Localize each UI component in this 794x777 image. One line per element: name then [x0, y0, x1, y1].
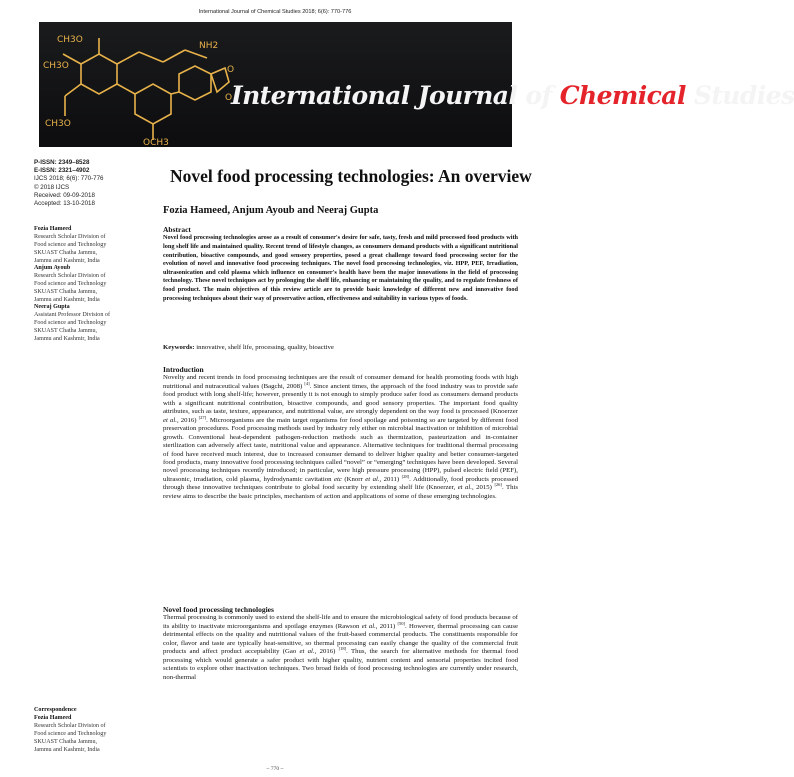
molecule-label: CH3O: [43, 61, 69, 71]
journal-title: International Journal of Chemical Studies: [231, 81, 794, 110]
introduction-heading: Introduction: [163, 365, 204, 374]
keywords: Keywords: innovative, shelf life, processing, quality, bioactive: [163, 344, 334, 351]
molecule-label: CH3O: [45, 119, 71, 129]
molecule-label: CH3O: [57, 35, 83, 45]
abstract-text: Novel food processing technologies arose as a result of consumer's desire for safe, tasty, fresh and mild processed food products with long shelf life and maintained quality. Recent trend of lifestyle changes, as consumers demand products with a significant nutritional contribution, bioactive compounds, and good sensory properties, posed a great challenge toward food processing sector for the evolution of novel and innovative food processing techniques. The novel food processing technologies, viz. HPP, PEF, Irradiation, ultrasonication and cold plasma which influence on consumer's health have been the major innovations in the field of processing technology. These novel techniques act by prolonging the shelf life, enhancing or maintaining the quality, and to regulate freshness of food product. The main objectives of this review article are to provide basic knowledge of different new and innovative food processing techniques about their way of preservative action, effectiveness and suitability in various types of foods.: [163, 234, 518, 302]
copyright: © 2018 IJCS: [34, 183, 70, 191]
molecule-label: O: [227, 65, 235, 75]
molecule-label: NH2: [199, 41, 219, 51]
paper-title: Novel food processing technologies: An overview: [170, 166, 532, 186]
novel-technologies-heading: Novel food processing technologies: [163, 605, 274, 614]
author-list: Fozia Hameed, Anjum Ayoub and Neeraj Gupta: [163, 205, 379, 216]
ijcs-issue: IJCS 2018; 6(6): 770-776: [34, 175, 104, 183]
affiliation: Fozia Hameed Research Scholar Division of Food science and Technology SKUAST Chatha Jammu, Jammu and Kashmir, India: [34, 226, 107, 265]
abstract-section: [163, 226, 518, 303]
molecule-label: OCH3: [143, 138, 169, 148]
novel-technologies-section: [163, 606, 518, 682]
eissn: E-ISSN: 2321–4902: [34, 167, 90, 175]
correspondence: Correspondence Fozia Hameed Research Scholar Division of Food science and Technology SKUAST Chatha Jammu, Jammu and Kashmir, India: [34, 707, 107, 754]
novel-technologies-paragraph: Thermal processing is commonly used to extend the shelf-life and to ensure the microbiological safety of food products because of its ability to inactivate microorganisms and spoilage enzymes (Rawson et al., 2011) [50]. However, thermal processing can cause detrimental effects on the quality and nutritional values of the fruit-based commercial products. The constituents responsible for color, flavor and taste are typically heat-sensitive, so thermal processing can easily change the quality of the commercial fruit products and affect product acceptability (Gao et al., 2016) [18]. Thus, the search for alternative methods for thermal food processing which would generate a safer product with higher quality, nutrient content and sensorial properties incited food scientists to explore other inactivation techniques. Two broad fields of food processing technologies are currently under research, non-thermal: [163, 614, 519, 681]
accepted-date: Accepted: 13-10-2018: [34, 200, 95, 208]
molecule-label: O: [225, 93, 233, 103]
publication-meta: [34, 159, 103, 208]
affiliation: Anjum Ayoub Research Scholar Division of Food science and Technology SKUAST Chatha Jammu, Jammu and Kashmir, India: [34, 265, 107, 304]
running-head: International Journal of Chemical Studies 2018; 6(6): 770-776: [198, 9, 352, 15]
received-date: Received: 09-09-2018: [34, 191, 95, 199]
journal-banner: [39, 22, 794, 148]
affiliation: Neeraj Gupta Assistant Professor Division of Food science and Technology SKUAST Chatha Jammu, Jammu and Kashmir, India: [34, 304, 111, 343]
page-number: ~ 770 ~: [266, 766, 284, 772]
abstract-heading: Abstract: [163, 225, 191, 234]
pissn: P-ISSN: 2349–8528: [34, 159, 90, 166]
introduction-section: [163, 366, 518, 501]
introduction-paragraph: Novelty and recent trends in food processing techniques are the result of consumer demand for health promoting foods with high nutritional and nutraceutical values (Bagchi, 2008) [4]. Since ancient times, the approach of the food industry was to provide safe food product with long shelf-life; however, presently it is not enough to simply produce safer food as consumers demand products with a significant nutritional contribution, bioactive compounds, and good sensory properties. The important food quality attributes, such as taste, texture, appearance, and nutritional value, are strongly dependent on the way food is processed (Knoerzer et al., 2016) [27]. Microorganisms are the main target organisms for food spoilage and poisoning so are targeted by different food preservation procedures. Food processing methods used by industry rely either on microbial inactivation or inhibition of microbial growth. Conventional heat-dependent pathogen-reduction methods such as thermization, pasteurization and in-container sterilization can adversely affect taste, nutritional value and appearance. Alternative techniques for traditional thermal processing of food have received much interest, due to increased consumer demand to deliver higher quality and better consumer-targeted food products, many innovative food processing techniques called “novel” or “emerging” techniques have been developed. Several novel processing techniques recently introduced; in particular, were high pressure processing (HPP), pulsed electric field (PEF), ultrasonic, irradiation, cold plasma, hydrodynamic cavitation etc (Knorr et al., 2011) [28]. Additionally, food products processed through these innovative techniques contribute to global food security by extending shelf life (Knoerzer, et al., 2015) [26]. This review aims to describe the basic principles, mechanism of action and applications of some of these emerging technologies.: [163, 374, 519, 500]
